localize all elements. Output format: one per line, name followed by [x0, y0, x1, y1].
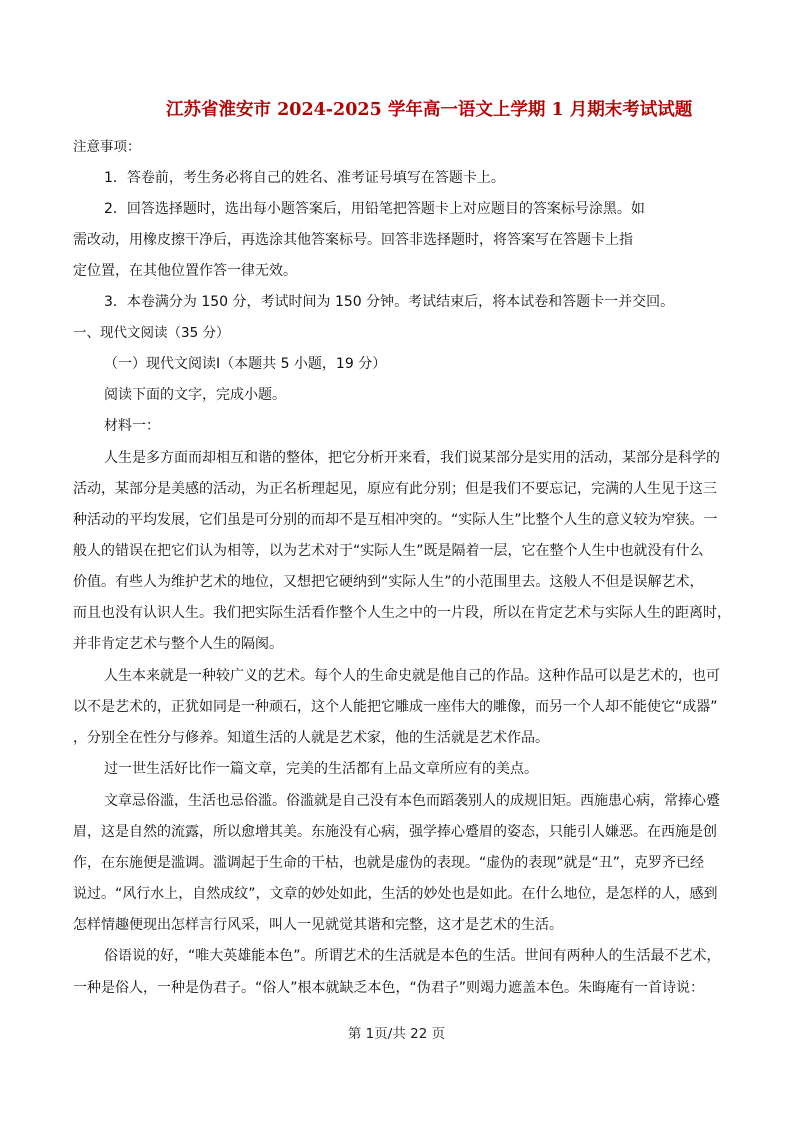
passage-line: 文章忌俗滥，生活也忌俗滥。俗滥就是自己没有本色而蹈袭别人的成规旧矩。西施患心病，常捧心蹙	[104, 793, 720, 809]
passage-line: 作，在东施便是滥调。滥调起于生命的干枯，也就是虚伪的表现。“虚伪的表现”就是“丑”，克罗齐已经	[73, 855, 705, 871]
passage-line: ，分别全在性分与修养。知道生活的人就是艺术家，他的生活就是艺术作品。	[73, 730, 549, 746]
passage-line: 人生是多方面而却相互和谐的整体，把它分析开来看，我们说某部分是实用的活动，某部分是科学的	[104, 450, 720, 466]
passage-line: 般人的错误在把它们认为相等，以为艺术对于“实际人生”既是隔着一层，它在整个人生中也就没有什么	[73, 543, 704, 559]
passage-line: 说过。“风行水上，自然成纹”，文章的妙处如此，生活的妙处也是如此。在什么地位，是怎样的人，感到	[73, 886, 718, 902]
passage-line: 人生本来就是一种较广义的艺术。每个人的生命史就是他自己的作品。这种作品可以是艺术的，也可	[104, 668, 720, 684]
passage-line: 以不是艺术的，正犹如同是一种顽石，这个人能把它雕成一座伟大的雕像，而另一个人却不能使它“成器”	[73, 699, 718, 715]
passage-line: 一种是俗人，一种是伪君子。“俗人”根本就缺乏本色，“伪君子”则竭力遮盖本色。朱晦庵有一首诗说：	[73, 980, 705, 996]
passage-line: 活动，某部分是美感的活动，为正名析理起见，原应有此分别；但是我们不要忘记，完满的人生见于这三	[73, 481, 717, 497]
passage-line: 价值。有些人为维护艺术的地位，又想把它硬纳到“实际人生”的小范围里去。这般人不但是误解艺术，	[73, 574, 704, 590]
notice-item-1: 1．答卷前，考生务必将自己的姓名、准考证号填写在答题卡上。	[104, 170, 505, 186]
passage-line: 怎样情趣便现出怎样言行风采，叫人一见就觉其谐和完整，这才是艺术的生活。	[73, 917, 563, 933]
section-1-heading: 一、现代文阅读（35 分）	[73, 325, 230, 341]
notice-heading: 注意事项：	[73, 139, 141, 155]
page-footer: 第 1页/共 22 页	[347, 1026, 446, 1042]
document-title: 江苏省淮安市 2024-2025 学年高一语文上学期 1 月期末考试试题	[166, 100, 693, 120]
passage-line: 过一世生活好比作一篇文章，完美的生活都有上品文章所应有的美点。	[104, 761, 538, 777]
notice-item-3: 3．本卷满分为 150 分，考试时间为 150 分钟。考试结束后，将本试卷和答题卡一并交回。	[104, 294, 675, 310]
reading-instruction: 阅读下面的文字，完成小题。	[104, 387, 286, 403]
subsection-1-heading: （一）现代文阅读Ⅰ（本题共 5 小题，19 分）	[104, 356, 387, 372]
notice-item-2-line-1: 2．回答选择题时，选出每小题答案后，用铅笔把答题卡上对应题目的答案标号涂黑。如	[104, 201, 645, 217]
notice-item-2-line-2: 需改动，用橡皮擦干净后，再选涂其他答案标号。回答非选择题时，将答案写在答题卡上指	[73, 232, 633, 248]
passage-line: 俗语说的好，“唯大英雄能本色”。所谓艺术的生活就是本色的生活。世间有两种人的生活最不艺术，	[104, 948, 721, 964]
passage-line: 并非肯定艺术与整个人生的隔阂。	[73, 636, 283, 652]
passage-line: 而且也没有认识人生。我们把实际生活看作整个人生之中的一片段，所以在肯定艺术与实际人生的距离时，	[73, 605, 731, 621]
passage-line: 眉，这是自然的流露，所以愈增其美。东施没有心病，强学捧心蹙眉的姿态，只能引人嫌恶。在西施是创	[73, 824, 717, 840]
material-label: 材料一：	[104, 418, 160, 434]
passage-line: 种活动的平均发展，它们虽是可分别的而却不是互相冲突的。“实际人生”比整个人生的意义较为窄狭。一	[73, 512, 718, 528]
notice-item-2-line-3: 定位置，在其他位置作答一律无效。	[73, 263, 297, 279]
